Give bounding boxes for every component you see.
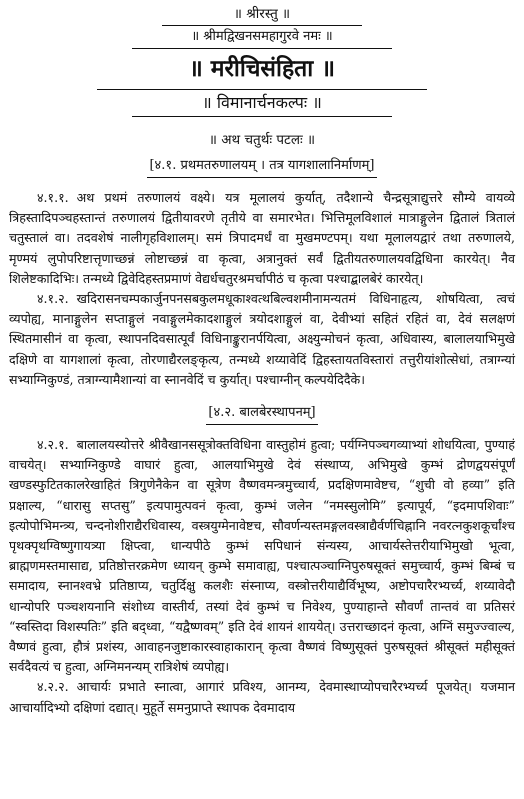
paragraph	[9, 289, 515, 390]
salutation-line: ॥ श्रीमद्विखनसमहागुरवे नमः ॥	[191, 29, 333, 44]
paragraph	[9, 435, 515, 677]
book-subtitle: ॥ विमानार्चनकल्पः ॥	[202, 93, 322, 112]
paragraph-number: ४.१.२.	[37, 291, 69, 307]
paragraph-number: ४.१.१.	[37, 190, 69, 205]
divider	[132, 116, 392, 117]
book-title: ॥ मरीचिसंहिता ॥	[188, 55, 336, 82]
paragraph-text: खदिरासनचम्पकार्जुनपनसबकुलमधूकाश्वत्थबिल्वशमीनामन्यतमं विधिनाहृत्य, शोषयित्वा, त्वचं व्यपोह्य, मानाङ्गुलेन सप्ताङ्गुलं नवाङ्गुलमेकादशाङ्गुलं त्रयोदशाङ्गुलं वा, देवीभ्यां सहितं रहितं वा, देवं सलक्षणं स्थितमासीनं वा कृत्वा, स्थापनदिवसात्पूर्वं विधिनाङ्कुरानर्पयित्वा, अक्ष्युन्मोचनं कृत्वा, अधिवास्य, बालालयाभिमुखे दक्षिणे वा यागशालां कृत्वा, तोरणाद्यैरलङ्कृत्य, तन्मध्ये शय्यावेदिं द्विहस्तायतविस्तारां तत्तुरीयांशोत्सेधां, तत्राग्न्यां सभ्याग्निकुण्डं, तत्राग्न्यामैशान्यां वा स्नानवेदिं च कुर्यात्। पश्चाग्नीन् कल्पयेदिदैके।	[9, 291, 515, 387]
paragraph-text: अथ प्रथमं तरुणालयं वक्ष्ये। यत्र मूलालयं कुर्यात्, तदैशान्ये चैन्द्रसूत्राद्युत्तरे सौम्ये वायव्ये त्रिहस्तादिपञ्चहस्तान्तं तरुणालयं द्वितीयावरणे तृतीये वा समारभेत। भित्तिमूलविशालं मात्राङ्गुलेन द्वितालं त्रितालं चतुस्तालं वा। तदवशेषं नालीगृहविशालम्। समं त्रिपादमर्धं वा मुखमण्टपम्। यथा मूलालयद्वारं तथा तरुणालये, मृण्मयं लुपोपरिष्टात्तृणाच्छन्नं लोष्टाच्छन्नं वा कृत्वा, अत्रानुक्तं सर्वं द्वितीयतरुणालयवद्विधिना कारयेत्। नैव शिलेष्टकादिभिः। तन्मध्ये द्विवेदिहस्तप्रमाणं वेद्यर्धचतुरश्रमर्चापीठं च कृत्वा पश्चाद्बालबेरं कारयेत्।	[9, 190, 515, 286]
paragraph	[9, 677, 515, 717]
invocation-line: ॥ श्रीरस्तु ॥	[233, 6, 291, 22]
section-heading: [४.१. प्रथमतरुणालयम् । तत्र यागशालानिर्माणम्]	[147, 155, 376, 178]
section-heading: [४.२. बालबेरस्थापनम्]	[206, 402, 317, 425]
paragraph	[9, 188, 515, 289]
paragraph-text: बालालयस्योत्तरे श्रीवैखानससूत्रोक्तविधिना वास्तुहोमं हुत्वा; पर्यग्निपञ्चगव्याभ्यां शोधयित्वा, पुण्याहं वाचयेत्। सभ्याग्निकुण्डे वाघारं हुत्वा, आलयाभिमुखे देवं संस्थाप्य, अभिमुखे कुम्भं द्रोणद्वयसंपूर्णं खण्डस्फुटितकालरेखाहितं त्रिगुणेनैकेन वा सूत्रेण वैष्णवमन्त्रमुच्चार्य, प्रदक्षिणमावेष्टच, “शुची वो हव्या” इति प्रक्षाल्य, “धारासु सप्तसु” इत्यपामुत्पवनं कृत्वा, कुम्भं जलेन “नमस्सुलोमि” इत्यापूर्य, “इदमापशिवाः” इत्योपोभिमन्त्र्य, चन्दनोशीराद्यैरधिवास्य, वस्त्रयुग्मेनावेष्टच, सौवर्णन्यस्तमङ्गलवस्त्राद्यैर्वर्णचिह्नानि नवरत्नकुशकूर्चांश्च पृथक्पृथग्विष्णुगायत्र्या क्षिप्त्वा, धान्यपीठे कुम्भं सपिधानं संन्यस्य, आचार्यस्तेत्तरीयाभिमुखो भूत्वा, ब्राह्मणमस्तमासाद्य, प्रतिष्ठोत्तरक्रमेण ध्यायन् कुम्भे समावाह्य, पश्चात्पञ्चाग्निपुरुषसूक्तं समुच्चार्य, कुम्भं बिम्बं च समादाय, स्नानश्वभ्रे प्रतिष्ठाप्य, चतुर्दिक्षु कलशैः संस्नाप्य, वस्त्रोत्तरीयाद्यैर्विभूष्य, अष्टोपचारैरभ्यर्च्य, शय्यावेदौ धान्योपरि पञ्चशयनानि संशोध्य वास्तीर्य, तस्यां देवं कुम्भं च निवेश्य, पुण्याहान्ते सौवर्णं तान्तवं वा प्रतिसरं “स्वस्तिदा विशस्पतिः” इति बद्ध्वा, “यद्वैष्णवम्” इति देवं शायनं शाययेत्। उत्तराच्छादनं कृत्वा, अग्निं समुज्ज्वाल्य, वैष्णवं हुत्वा, हौत्रं प्रशंस्य, आवाहनजुष्टाकारस्वाहाकारान् कृत्वा वैष्णवं विष्णुसूक्तं पुरुषसूक्तं श्रीसूक्तं महीसूक्तं सर्वदैवत्यं च हुत्वा, अग्निमनन्यम् रात्रिशेषं व्यपोह्य।	[9, 437, 515, 675]
paragraph-number: ४.२.२.	[37, 679, 69, 695]
paragraph-text: आचार्यः प्रभाते स्नात्वा, आगारं प्रविश्य, आनम्य, देवमास्थाप्योपचारैरभ्यर्च्य पूजयेत्। यजमान आचार्यादिभ्यो दक्षिणां दद्यात्। मुहूर्ते समनुप्राप्ते स्थापक देवमादाय	[9, 679, 515, 715]
chapter-heading: ॥ अथ चतुर्थः पटलः ॥	[208, 132, 316, 148]
paragraph-number: ४.२.१.	[37, 437, 69, 453]
